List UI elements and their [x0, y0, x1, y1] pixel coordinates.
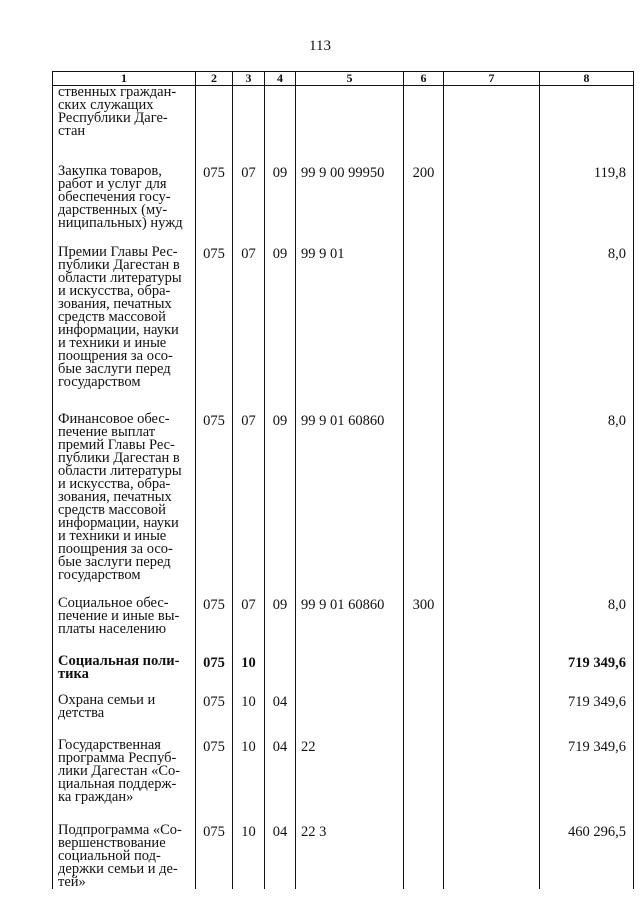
spacer-cell: [404, 681, 444, 694]
spacer-cell: [233, 681, 265, 694]
spacer-cell: [296, 804, 404, 824]
row-name-cell: Социальное обес- печение и иные вы- платы населению: [53, 597, 196, 636]
table-row: [53, 597, 634, 636]
expense-type-cell: [404, 739, 444, 804]
amount-cell: [540, 86, 634, 139]
column-header: 2: [196, 72, 233, 86]
spacer-cell: [196, 681, 233, 694]
target-article-cell: [296, 86, 404, 139]
target-article-cell: 99 9 01: [296, 246, 404, 389]
admin-code-cell: 075: [196, 655, 233, 681]
spacer-cell: [540, 582, 634, 597]
spacer-cell: [444, 636, 540, 655]
expense-type-cell: [404, 86, 444, 139]
column-7-cell: [444, 597, 540, 636]
row-name-cell: Государственная программа Респуб- лики Дагестан «Со- циальная поддерж- ка граждан»: [53, 739, 196, 804]
admin-code-cell: 075: [196, 246, 233, 389]
column-header: 4: [265, 72, 296, 86]
row-name-cell: Финансовое обес- печение выплат премий Главы Рес- публики Дагестан в области литературы и искусства, обра- зования, печатных средств массовой информации, науки и техники и иные поощрения за осо- бые заслуги перед государством: [53, 413, 196, 582]
spacer-cell: [444, 681, 540, 694]
table-row: [53, 246, 634, 389]
spacer-cell: [196, 804, 233, 824]
target-article-cell: 99 9 01 60860: [296, 413, 404, 582]
target-article-cell: 99 9 00 99950: [296, 165, 404, 230]
spacer-cell: [233, 720, 265, 739]
table-row: [53, 655, 634, 681]
spacer-cell: [233, 804, 265, 824]
admin-code-cell: 075: [196, 824, 233, 889]
expense-type-cell: [404, 413, 444, 582]
spacer-cell: [265, 230, 296, 246]
target-article-cell: 22: [296, 739, 404, 804]
admin-code-cell: 075: [196, 597, 233, 636]
amount-cell: 719 349,6: [540, 739, 634, 804]
column-7-cell: [444, 165, 540, 230]
spacer-cell: [196, 636, 233, 655]
subsection-cell: 09: [265, 597, 296, 636]
spacer-cell: [233, 138, 265, 165]
table-row: [53, 86, 634, 139]
spacer-cell: [196, 582, 233, 597]
section-cell: 10: [233, 824, 265, 889]
spacer-cell: [540, 804, 634, 824]
spacer-cell: [53, 389, 196, 413]
spacer-cell: [196, 389, 233, 413]
spacer-cell: [233, 389, 265, 413]
table-row: [53, 413, 634, 582]
expense-type-cell: [404, 246, 444, 389]
column-header: 8: [540, 72, 634, 86]
subsection-cell: [265, 86, 296, 139]
amount-cell: 119,8: [540, 165, 634, 230]
spacer-cell: [296, 636, 404, 655]
spacer-cell: [444, 389, 540, 413]
target-article-cell: [296, 694, 404, 720]
subsection-cell: 04: [265, 824, 296, 889]
spacer-cell: [196, 138, 233, 165]
table-row: [53, 824, 634, 889]
spacer-cell: [296, 138, 404, 165]
target-article-cell: [296, 655, 404, 681]
spacer-cell: [540, 230, 634, 246]
spacer-cell: [444, 230, 540, 246]
row-name-cell: Закупка товаров, работ и услуг для обеспечения госу- дарственных (му- ниципальных) нужд: [53, 165, 196, 230]
spacer-cell: [265, 389, 296, 413]
row-spacer: [53, 389, 634, 413]
spacer-cell: [444, 138, 540, 165]
spacer-cell: [196, 720, 233, 739]
subsection-cell: 09: [265, 413, 296, 582]
amount-cell: 460 296,5: [540, 824, 634, 889]
subsection-cell: 04: [265, 694, 296, 720]
section-cell: 10: [233, 655, 265, 681]
amount-cell: 8,0: [540, 597, 634, 636]
subsection-cell: 09: [265, 165, 296, 230]
spacer-cell: [404, 389, 444, 413]
column-7-cell: [444, 824, 540, 889]
row-name-cell: Охрана семьи и детства: [53, 694, 196, 720]
table-body: [53, 86, 634, 890]
expense-type-cell: 300: [404, 597, 444, 636]
row-name-cell: Премии Главы Рес- публики Дагестан в области литературы и искусства, обра- зования, печатных средств массовой информации, науки и техники и иные поощрения за осо- бые заслуги перед государством: [53, 246, 196, 389]
column-header: 5: [296, 72, 404, 86]
spacer-cell: [404, 804, 444, 824]
expense-type-cell: 200: [404, 165, 444, 230]
spacer-cell: [540, 720, 634, 739]
section-cell: 07: [233, 165, 265, 230]
spacer-cell: [196, 230, 233, 246]
spacer-cell: [233, 582, 265, 597]
spacer-cell: [296, 681, 404, 694]
spacer-cell: [444, 582, 540, 597]
amount-cell: 719 349,6: [540, 694, 634, 720]
target-article-cell: 99 9 01 60860: [296, 597, 404, 636]
spacer-cell: [404, 582, 444, 597]
spacer-cell: [404, 230, 444, 246]
spacer-cell: [404, 720, 444, 739]
section-cell: 10: [233, 694, 265, 720]
spacer-cell: [540, 681, 634, 694]
page-number: 113: [309, 38, 331, 54]
expense-type-cell: [404, 824, 444, 889]
section-cell: 07: [233, 597, 265, 636]
spacer-cell: [265, 720, 296, 739]
spacer-cell: [296, 389, 404, 413]
spacer-cell: [53, 804, 196, 824]
expense-type-cell: [404, 655, 444, 681]
spacer-cell: [540, 636, 634, 655]
admin-code-cell: 075: [196, 413, 233, 582]
row-name-cell: Подпрограмма «Со- вершенствование социальной под- держки семьи и де- тей»: [53, 824, 196, 889]
table-row: [53, 739, 634, 804]
admin-code-cell: 075: [196, 694, 233, 720]
admin-code-cell: 075: [196, 739, 233, 804]
column-7-cell: [444, 739, 540, 804]
subsection-cell: 09: [265, 246, 296, 389]
spacer-cell: [53, 138, 196, 165]
column-7-cell: [444, 413, 540, 582]
column-header: 7: [444, 72, 540, 86]
column-7-cell: [444, 246, 540, 389]
amount-cell: 8,0: [540, 246, 634, 389]
column-header: 1: [53, 72, 196, 86]
target-article-cell: 22 3: [296, 824, 404, 889]
row-spacer: [53, 138, 634, 165]
spacer-cell: [540, 389, 634, 413]
spacer-cell: [265, 138, 296, 165]
column-7-cell: [444, 694, 540, 720]
spacer-cell: [265, 804, 296, 824]
spacer-cell: [265, 582, 296, 597]
table-row: [53, 694, 634, 720]
spacer-cell: [296, 720, 404, 739]
row-spacer: [53, 804, 634, 824]
admin-code-cell: [196, 86, 233, 139]
spacer-cell: [444, 720, 540, 739]
spacer-cell: [233, 636, 265, 655]
column-header: 6: [404, 72, 444, 86]
spacer-cell: [233, 230, 265, 246]
spacer-cell: [404, 138, 444, 165]
spacer-cell: [296, 230, 404, 246]
spacer-cell: [265, 636, 296, 655]
spacer-cell: [444, 804, 540, 824]
section-cell: 07: [233, 413, 265, 582]
spacer-cell: [265, 681, 296, 694]
section-cell: [233, 86, 265, 139]
section-cell: 07: [233, 246, 265, 389]
row-name-cell: ственных граждан- ских служащих Республики Даге- стан: [53, 86, 196, 139]
row-name-cell: Социальная поли- тика: [53, 655, 196, 681]
expense-type-cell: [404, 694, 444, 720]
column-7-cell: [444, 655, 540, 681]
subsection-cell: 04: [265, 739, 296, 804]
admin-code-cell: 075: [196, 165, 233, 230]
spacer-cell: [540, 138, 634, 165]
section-cell: 10: [233, 739, 265, 804]
amount-cell: 719 349,6: [540, 655, 634, 681]
column-header: 3: [233, 72, 265, 86]
budget-table: [52, 71, 634, 889]
subsection-cell: [265, 655, 296, 681]
spacer-cell: [404, 636, 444, 655]
amount-cell: 8,0: [540, 413, 634, 582]
column-7-cell: [444, 86, 540, 139]
spacer-cell: [296, 582, 404, 597]
table-row: [53, 165, 634, 230]
